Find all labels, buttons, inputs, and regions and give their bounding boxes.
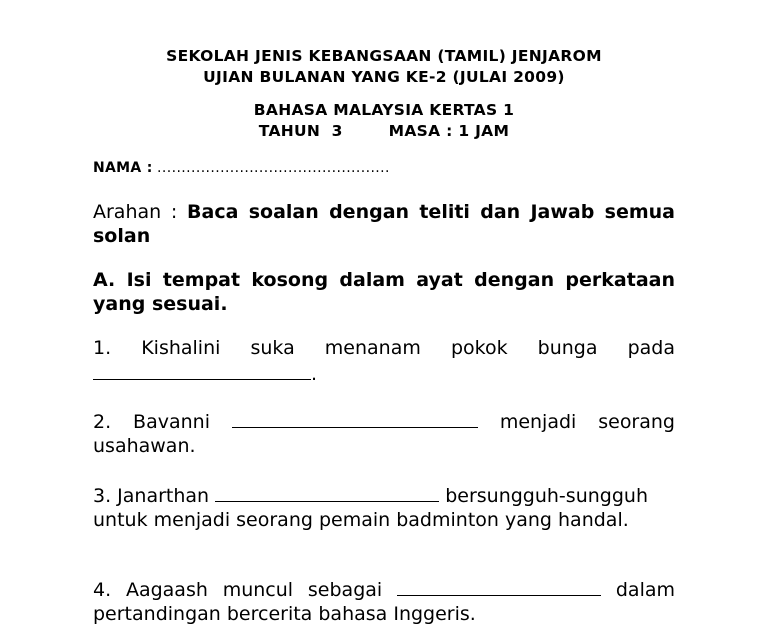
question-1-blank[interactable] <box>93 360 311 380</box>
question-3 <box>93 482 675 532</box>
question-2-blank[interactable] <box>232 408 478 428</box>
name-blank[interactable]: ................................................ <box>157 160 390 176</box>
question-1 <box>93 336 675 386</box>
question-2 <box>93 408 675 458</box>
question-3-end: bersungguh-sungguh untuk menjadi seorang pemain badminton yang handal. <box>93 485 648 531</box>
duration-label: MASA : 1 JAM <box>388 122 510 140</box>
instructions-text: Baca soalan dengan teliti dan Jawab semua solan <box>93 201 675 247</box>
question-1-end: . <box>311 363 318 385</box>
question-2-text: 2. Bavanni <box>93 411 210 433</box>
instructions-label: Arahan : <box>93 201 178 223</box>
paper-info <box>0 100 768 142</box>
question-1-text: 1. Kishalini suka menanam pokok bunga pada <box>93 337 675 359</box>
name-field <box>93 160 390 176</box>
year-label: TAHUN 3 <box>258 122 343 140</box>
subject-title: BAHASA MALAYSIA KERTAS 1 <box>253 101 515 119</box>
exam-header <box>0 46 768 88</box>
question-4-end: dalam pertandingan bercerita bahasa Inggeris. <box>93 579 676 625</box>
question-4 <box>93 576 675 626</box>
name-label: NAMA : <box>93 160 153 176</box>
section-a-title: A. Isi tempat kosong dalam ayat dengan perkataan yang sesuai. <box>93 269 675 315</box>
instructions <box>93 200 675 248</box>
question-3-text: 3. Janarthan <box>93 485 210 507</box>
question-3-blank[interactable] <box>215 482 439 502</box>
question-2-end: menjadi seorang usahawan. <box>93 411 675 457</box>
question-4-blank[interactable] <box>397 576 601 596</box>
question-4-text: 4. Aagaash muncul sebagai <box>93 579 383 601</box>
school-name: SEKOLAH JENIS KEBANGSAAN (TAMIL) JENJAROM <box>166 47 602 65</box>
year-duration-line <box>0 121 768 142</box>
exam-title: UJIAN BULANAN YANG KE-2 (JULAI 2009) <box>203 68 565 86</box>
